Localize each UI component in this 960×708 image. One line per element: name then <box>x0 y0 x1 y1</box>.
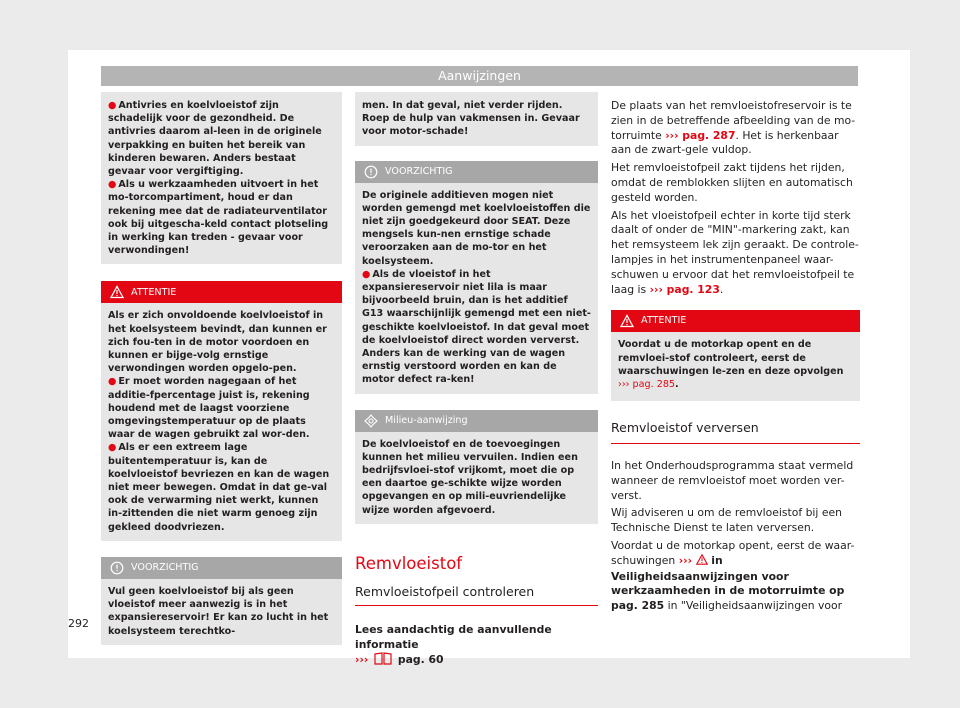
attentie-box: Als er zich onvoldoende koelvloeistof in het koelsysteem bevindt, dan kunnen er zich fou-ten in de motor voordoen en kunnen er bijge-volg ernstige verwondingen worden opgelo-pen. ● Er moet worden nagegaan of het additie-fpercentage juist is, rekening houdend met de laagst voorziene omgevingstemperatuur op de plaats waar de wagen gebruikt zal wor-den. ● Als er een extreem lage buitentemperatuur is, kan de koelvloeistof bevriezen en kan de wagen niet meer bewegen. Omdat in dat ge-val ook de verwarming niet werkt, kunnen in-zittenden die niet warm genoeg zijn gekleed doodvriezen. <box>101 303 342 540</box>
page-link[interactable]: ››› pag. 123 <box>649 282 720 296</box>
warning-triangle-icon <box>110 285 124 299</box>
voorzichtig-header: VOORZICHTIG <box>101 557 342 579</box>
info-circle-icon <box>364 165 378 179</box>
section-title: Remvloeistof <box>355 553 463 573</box>
paragraph: Voordat u de motorkap opent, eerst de waar-schuwingen ››› in Veiligheidsaanwijzingen voor werkzaamheden in de motorruimte op pag. 285 in "Veiligheidsaanwijzingen voor <box>611 538 855 613</box>
paragraph: Het remvloeistofpeil zakt tijdens het rijden, omdat de remblokken slijten en automatisch gesteld worden. <box>611 161 853 204</box>
voorzichtig-item: ● Als de vloeistof in het expansiereservoir niet lila is maar bijvoorbeeld bruin, dan is het additief G13 waarschijnlijk gemengd met een niet-geschikte koelvloeistof. In dat geval moet de koelvloeistof direct worden ververst. Anders kan de werking van de wagen ernstig verstoord worden en kan de motor defect ra-ken! <box>362 268 591 386</box>
warning-item: ● Antivries en koelvloeistof zijn schadelijk voor de gezondheid. De antivries daarom al-leen in de originele verpakking en buiten het bereik van kinderen bewaren. Anders bestaat gevaar voor vergiftiging. <box>108 100 322 178</box>
paragraph: In het Onderhoudsprogramma staat vermeld wanneer de remvloeistof moet worden ver-verst. <box>611 458 854 502</box>
attentie-item: ● Er moet worden nagegaan of het additie-fpercentage juist is, rekening houdend met de laagst voorziene omgevingstemperatuur op de plaats waar de wagen gebruikt zal wor-den. <box>108 376 310 441</box>
info-circle-icon <box>110 561 124 575</box>
voorzichtig-box: De originele additieven mogen niet worden gemengd met koelvloeistoffen die niet zijn goedgekeurd door SEAT. Deze mengsels kun-nen ernstige schade veroorzaken aan de mo-tor en het koelsysteem. ● Als de vloeistof in het expansiereservoir niet lila is maar bijvoorbeeld bruin, dan is het additief G13 waarschijnlijk gemengd met een niet-geschikte koelvloeistof. In dat geval moet de koelvloeistof direct worden ververst. Anders kan de werking van de wagen ernstig verstoord worden en kan de motor defect ra-ken! <box>355 183 598 394</box>
milieu-box: De koelvloeistof en de toevoegingen kunnen het milieu vervuilen. Indien een bedrijfsvloei-stof vrijkomt, moet die op een daartoe ge-schikte wijze worden opgevangen en op mili-euvriendelijke wijze worden afgevoerd. <box>355 432 598 524</box>
section-heading: Remvloeistof verversen <box>611 421 860 444</box>
book-icon <box>374 652 392 669</box>
page-link[interactable]: ››› pag. 285 <box>618 378 676 390</box>
attentie-header: ATTENTIE <box>611 310 860 332</box>
attentie-header: ATTENTIE <box>101 281 342 303</box>
page-number: 292 <box>68 617 89 630</box>
reference-page-link[interactable]: pag. 60 <box>397 652 444 666</box>
warning-item: ● Als u werkzaamheden uitvoert in het mo-torcompartiment, houd er dan rekening mee dat de radiateurventilator ook bij uitgescha-keld contact plotseling in werking kan treden - gevaar voor verwondingen! <box>108 179 329 257</box>
warning-box-continued <box>101 92 342 264</box>
environment-icon <box>364 414 378 428</box>
attentie-item: ● Als er een extreem lage buitentemperatuur is, kan de koelvloeistof bevriezen en kan de wagen niet meer bewegen. Omdat in dat ge-val ook de verwarming niet werkt, kunnen in-zittenden die niet warm genoeg zijn gekleed doodvriezen. <box>108 442 330 533</box>
voorzichtig-header: VOORZICHTIG <box>355 161 598 183</box>
reference-arrows[interactable]: ››› <box>678 553 693 567</box>
page-link[interactable]: ››› pag. 287 <box>665 128 736 142</box>
reference-note: Lees aandachtig de aanvullende informatie ››› pag. 60 <box>355 622 598 669</box>
page-header-title: Aanwijzingen <box>101 66 858 86</box>
paragraph: Als het vloeistofpeil echter in korte tijd sterk daalt of onder de "MIN"-markering zakt, kan het remsysteem lek zijn geraakt. De controle-lampjes in het instrumentenpaneel waar-schuwen u ervoor dat het remvloeistofpeil te laag is ››› pag. 123. <box>611 208 859 296</box>
warning-triangle-icon <box>620 314 634 328</box>
voorzichtig-box: Vul geen koelvloeistof bij als geen vloeistof meer aanwezig is in het expansiereservoir! Er kan zo lucht in het koelsysteem terechtko- <box>101 579 342 645</box>
voorzichtig-box-continued: men. In dat geval, niet verder rijden. Roep de hulp van vakmensen in. Gevaar voor motor-schade! <box>355 92 598 146</box>
milieu-header: Milieu-aanwijzing <box>355 410 598 432</box>
column-right <box>611 99 860 617</box>
reference-arrows[interactable]: ››› <box>355 652 369 666</box>
subsection-title: Remvloeistofpeil controleren <box>355 584 598 606</box>
paragraph: Wij adviseren u om de remvloeistof bij een Technische Dienst te laten verversen. <box>611 506 842 535</box>
attentie-box: Voordat u de motorkap opent en de remvloei-stof controleert, eerst de waarschuwingen le-zen en deze opvolgen ››› pag. 285. <box>611 332 860 401</box>
column-left <box>101 92 342 645</box>
column-middle <box>355 92 598 669</box>
paragraph: De plaats van het remvloeistofreservoir is te zien in de betreffende afbeelding van de mo-torruimte ››› pag. 287. Het is herkenbaar aan de zwart-gele vuldop. <box>611 99 856 157</box>
warning-triangle-icon <box>696 554 708 570</box>
